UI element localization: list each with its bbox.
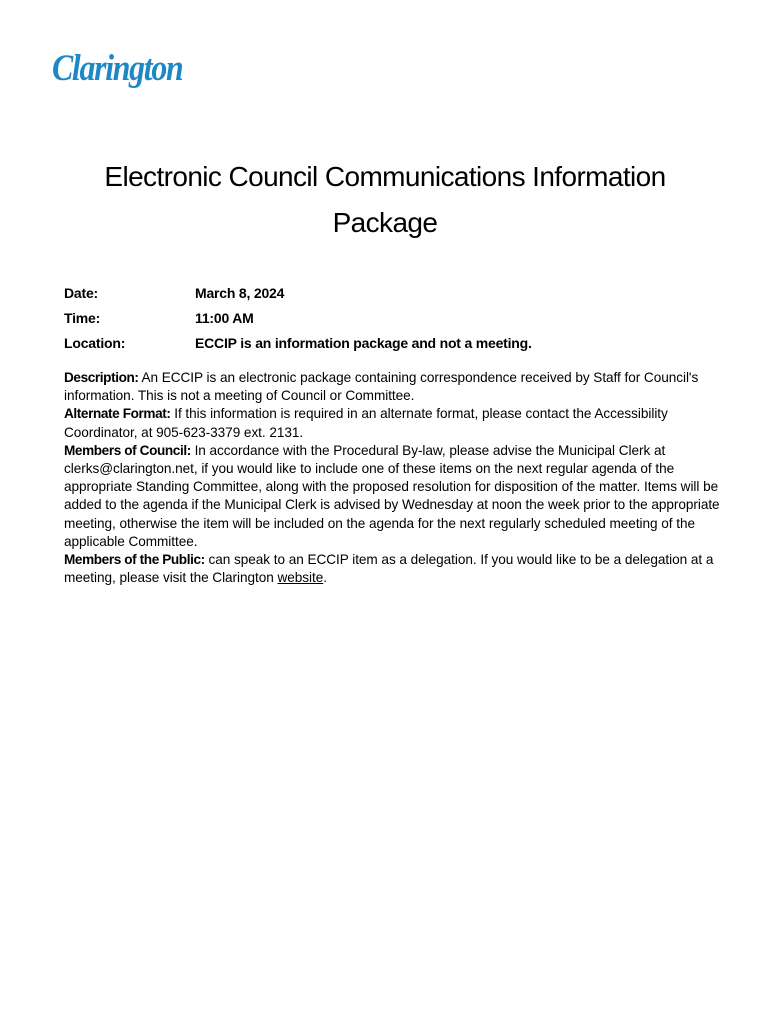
location-label: Location: [64,335,126,351]
alternate-format-text: If this information is required in an alternate format, please contact the Accessibility Coordinator, at 905-623-3379 ext. 2131. [64,406,668,440]
description-text: An ECCIP is an electronic package containing correspondence received by Staff for Council's information. This is not a meeting of Council or Committee. [64,370,699,404]
members-of-council-text: In accordance with the Procedural By-law, please advise the Municipal Clerk at clerks@clarington.net, if you would like to include one of these items on the next regular agenda of the appropriate Standing Committee, along with the proposed resolution for disposition of the matter. Items will be added to the agenda if the Municipal Clerk is advised by Wednesday at noon the week prior to the appropriate meeting, otherwise the item will be included on the agenda for the next regularly scheduled meeting of the applicable Committee. [64,442,720,549]
time-row [64,308,532,333]
clarington-logo: Clarington [52,48,183,89]
location-value: ECCIP is an information package and not a meeting. [195,335,532,351]
meeting-details [64,283,532,358]
location-row [64,333,532,358]
description-lead: Description: [64,370,139,385]
time-label: Time: [64,310,101,326]
date-value: March 8, 2024 [195,285,285,301]
date-row [64,283,532,308]
alternate-format-paragraph [64,405,734,441]
website-link[interactable]: website [277,570,324,586]
members-of-council-lead: Members of Council: [64,442,191,458]
page-title [0,154,770,246]
members-of-public-suffix: . [323,570,327,586]
information-body [64,369,734,587]
members-of-public-text: can speak to an ECCIP item as a delegation. If you would like to be a delegation at a meeting, please visit the Clarington [64,552,714,586]
time-value: 11:00 AM [195,310,254,326]
members-of-council-paragraph [64,442,734,551]
title-line-2: Package [332,207,438,238]
members-of-public-paragraph [64,551,734,587]
date-label: Date: [64,285,99,301]
description-paragraph [64,369,734,405]
alternate-format-lead: Alternate Format: [64,406,171,422]
members-of-public-lead: Members of the Public: [64,552,205,568]
title-line-1: Electronic Council Communications Information [104,161,666,192]
